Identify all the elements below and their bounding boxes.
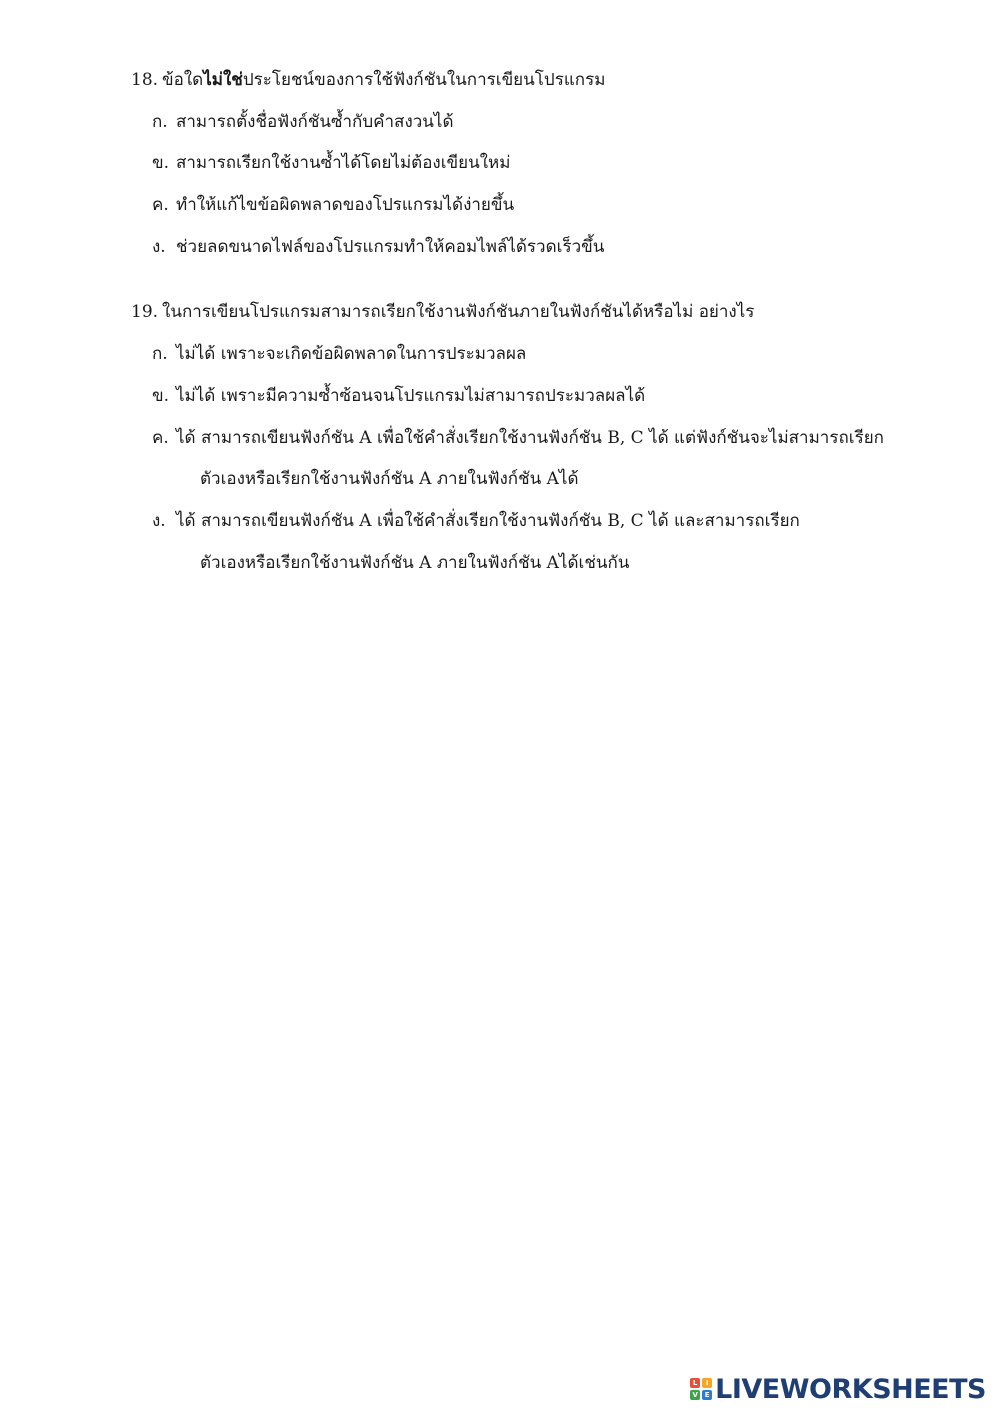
option-letter: ค.: [152, 428, 169, 448]
option-text: สามารถเรียกใช้งานซ้ำได้โดยไม่ต้องเขียนใหม่: [176, 153, 511, 173]
question-18-option-c[interactable]: [152, 193, 514, 217]
logo-mark-v: V: [690, 1390, 700, 1400]
option-text: สามารถตั้งชื่อฟังก์ชันซ้ำกับคำสงวนได้: [176, 112, 454, 132]
option-letter: ง.: [152, 237, 166, 257]
question-18-option-a[interactable]: [152, 110, 454, 134]
logo-text: LIVEWORKSHEETS: [715, 1373, 986, 1405]
question-19-option-c[interactable]: [152, 426, 884, 450]
logo-mark-l: L: [690, 1378, 700, 1388]
logo-mark-i: I: [702, 1378, 712, 1388]
option-text: ทำให้แก้ไขข้อผิดพลาดของโปรแกรมได้ง่ายขึ้น: [176, 195, 515, 215]
option-text: ได้ สามารถเขียนฟังก์ชัน A เพื่อใช้คำสั่งเรียกใช้งานฟังก์ชัน B, C ได้ แต่ฟังก์ชันจะไม่สามารถเรียก: [176, 428, 884, 448]
option-text: ไม่ได้ เพราะจะเกิดข้อผิดพลาดในการประมวลผล: [176, 344, 527, 364]
question-19-option-d[interactable]: [152, 509, 800, 533]
option-letter: ง.: [152, 511, 166, 531]
option-letter: ก.: [152, 344, 168, 364]
question-19-prompt: [131, 300, 754, 324]
option-text: ช่วยลดขนาดไฟล์ของโปรแกรมทำให้คอมไพล์ได้รวดเร็วขึ้น: [176, 237, 605, 257]
question-text-after: ประโยชน์ของการใช้ฟังก์ชันในการเขียนโปรแกรม: [242, 70, 606, 90]
question-18-option-d[interactable]: [152, 235, 604, 259]
option-letter: ค.: [152, 195, 169, 215]
question-18-prompt: [131, 68, 605, 92]
option-text-continuation: ตัวเองหรือเรียกใช้งานฟังก์ชัน A ภายในฟังก์ชัน Aได้เช่นกัน: [200, 553, 630, 573]
question-emphasis: ไม่ใช่: [203, 70, 243, 90]
logo-mark-icon: [690, 1378, 712, 1400]
question-18-option-b[interactable]: [152, 151, 510, 175]
logo-mark-e: E: [702, 1390, 712, 1400]
liveworksheets-logo: [690, 1374, 986, 1404]
question-19-option-b[interactable]: [152, 384, 645, 408]
question-number: 19.: [131, 302, 159, 322]
option-text-continuation: ตัวเองหรือเรียกใช้งานฟังก์ชัน A ภายในฟังก์ชัน Aได้: [200, 469, 579, 489]
option-letter: ข.: [152, 153, 170, 173]
question-19-option-c-continuation: [200, 467, 579, 491]
option-text: ไม่ได้ เพราะมีความซ้ำซ้อนจนโปรแกรมไม่สามารถประมวลผลได้: [176, 386, 646, 406]
question-text: ในการเขียนโปรแกรมสามารถเรียกใช้งานฟังก์ชันภายในฟังก์ชันได้หรือไม่ อย่างไร: [162, 302, 755, 322]
question-text-before: ข้อใด: [162, 70, 204, 90]
option-letter: ก.: [152, 112, 168, 132]
question-number: 18.: [131, 70, 159, 90]
option-text: ได้ สามารถเขียนฟังก์ชัน A เพื่อใช้คำสั่งเรียกใช้งานฟังก์ชัน B, C ได้ และสามารถเรียก: [176, 511, 800, 531]
question-19-option-d-continuation: [200, 551, 629, 575]
option-letter: ข.: [152, 386, 170, 406]
question-19-option-a[interactable]: [152, 342, 526, 366]
